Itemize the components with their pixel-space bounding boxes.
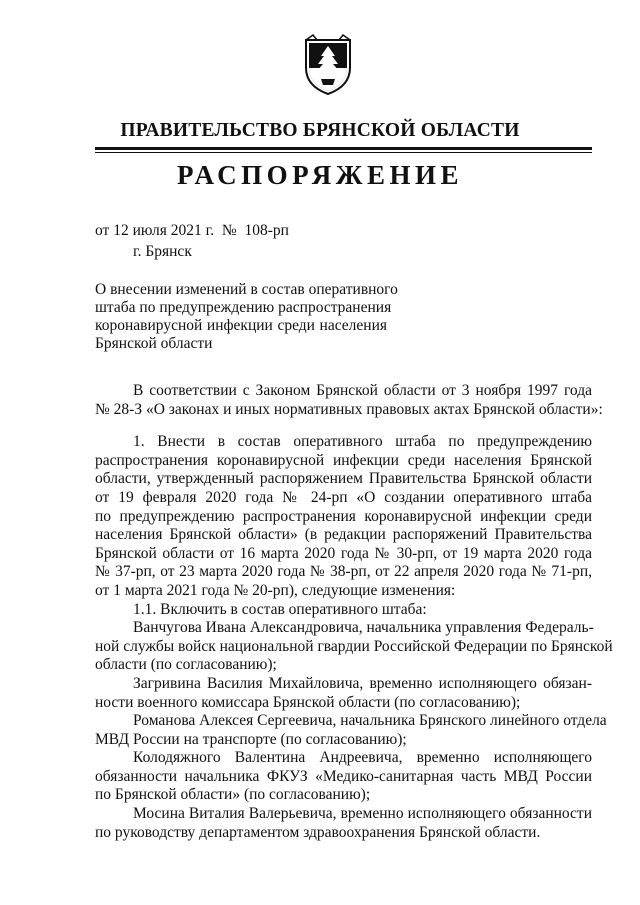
member-line: Колодяжного Валентина Андреевича, временно исполняющего (133, 749, 592, 767)
point-1-line: от 19 февраля 2020 года № 24-рп «О создании оперативного штаба (95, 488, 592, 506)
member-line: ности военного комиссара Брянской области (по согласованию); (95, 693, 521, 711)
point-1-line: области, утвержденный распоряжением Правительства Брянской области (95, 470, 592, 488)
point-1-line: населения Брянской области» (в редакции распоряжений Правительства (95, 526, 592, 544)
point-1-line: распространения коронавирусной инфекции среди населения Брянской (95, 451, 592, 469)
subject-line: штаба по предупреждению распространения (95, 299, 392, 316)
member-line: по руководству департаментом здравоохранения Брянской области. (95, 823, 541, 841)
government-name: ПРАВИТЕЛЬСТВО БРЯНСКОЙ ОБЛАСТИ (120, 120, 520, 141)
point-1-line: по предупреждению распространения коронавирусной инфекции среди (95, 507, 592, 525)
point-1-line: от 1 марта 2021 года № 20-рп), следующие изменения: (95, 581, 456, 599)
member-line: Ванчугова Ивана Александровича, начальника управления Федераль- (133, 619, 594, 637)
member-line: обязанности начальника ФКУЗ «Медико-санитарная часть МВД России (95, 767, 592, 785)
coat-of-arms-icon (302, 34, 354, 96)
preamble-line: В соответствии с Законом Брянской области от 3 ноября 1997 года (133, 382, 592, 399)
subject-line: О внесении изменений в состав оперативного (95, 281, 398, 298)
subject-line: коронавирусной инфекции среди населения (95, 317, 387, 334)
header-rule-thick (95, 147, 592, 150)
subpoint-1-1: 1.1. Включить в состав оперативного штаба: (133, 600, 427, 618)
header-rule-thin (95, 152, 592, 153)
document-subject (95, 281, 398, 353)
member-line: ной службы войск национальной гвардии Российской Федерации по Брянской (95, 637, 613, 655)
subject-line: Брянской области (95, 335, 213, 352)
member-line: Романова Алексея Сергеевича, начальника Брянского линейного отдела (133, 712, 607, 730)
member-line: Загривина Василия Михайловича, временно исполняющего обязан- (133, 674, 592, 692)
city: г. Брянск (133, 243, 192, 260)
point-1-line: № 37-рп, от 23 марта 2020 года № 38-рп, от 22 апреля 2020 года № 71-рп, (95, 563, 592, 581)
document-body (95, 382, 613, 842)
date-and-number: от 12 июля 2021 г. № 108-рп (95, 222, 289, 239)
member-line: области (по согласованию); (95, 656, 277, 674)
point-1-line: Брянской области от 16 марта 2020 года № 30-рп, от 19 марта 2020 года (95, 544, 592, 562)
member-line: Мосина Виталия Валерьевича, временно исполняющего обязанности (133, 805, 592, 823)
preamble-line: № 28-З «О законах и иных нормативных правовых актах Брянской области»: (95, 400, 603, 418)
point-1-line: 1. Внести в состав оперативного штаба по предупреждению (133, 433, 592, 451)
document-type: РАСПОРЯЖЕНИЕ (176, 160, 464, 190)
member-line: МВД России на транспорте (по согласованию); (95, 730, 407, 748)
member-line: по Брянской области» (по согласованию); (95, 786, 371, 804)
